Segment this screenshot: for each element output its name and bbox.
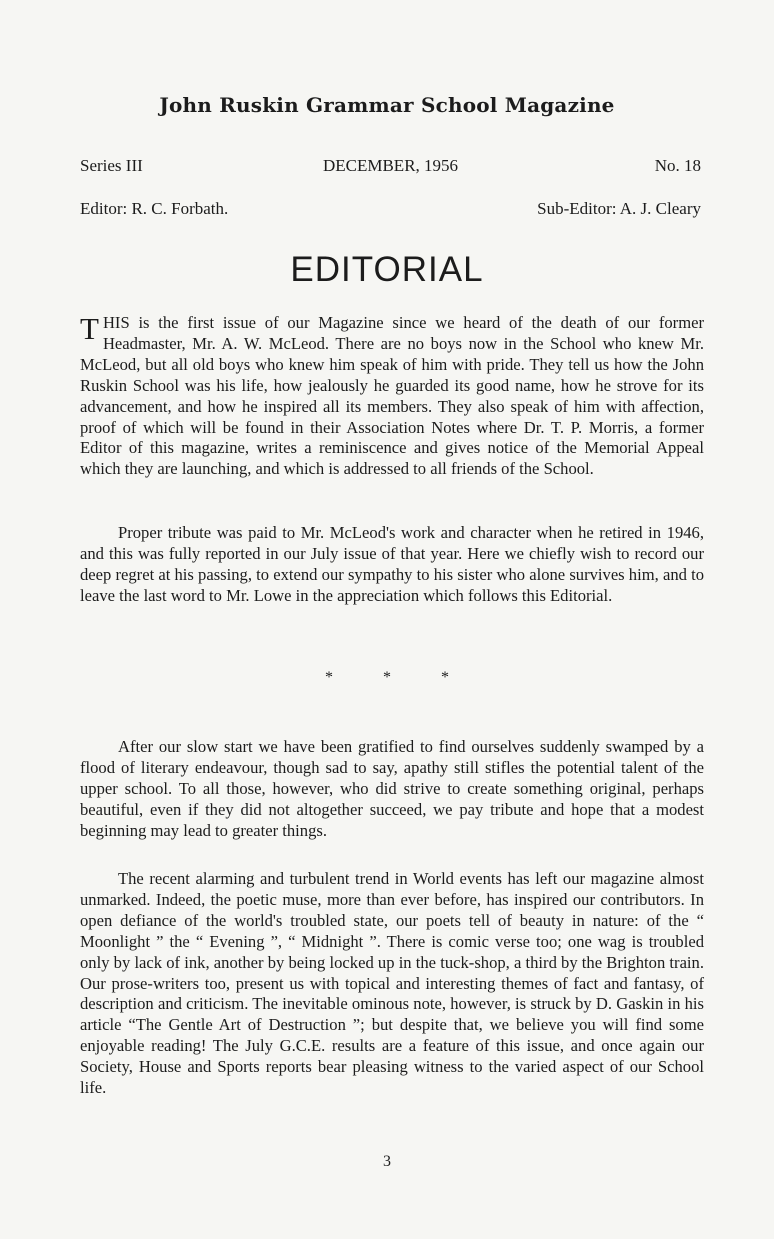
paragraph-text: The recent alarming and turbulent trend in World events has left our magazine almost unmarked. Indeed, the poetic muse, more than ever before, has inspired our contributors. In open defiance of the world's troubled state, our poets tell of beauty in nature: of the “ Moonlight ” the “ Evening ”, “ Midnight ”. There is comic verse too; one wag is troubled only by lack of ink, another by being locked up in the tuck-shop, a third by the Brighton train. Our prose-writers too, present us with topical and interesting themes of fact and fantasy, of description and criticism. The inevitable ominous note, however, is struck by D. Gaskin in his article “The Gentle Art of Destruction ”; but despite that, we believe you will find some enjoyable reading! The July G.C.E. results are a feature of this issue, and once again our Society, House and Sports reports bear pleasing witness to the varied aspect of our School life. xyxy=(80,869,704,1098)
issue-number: No. 18 xyxy=(654,156,701,175)
series-label: Series III xyxy=(80,156,143,175)
editors-row xyxy=(80,199,701,219)
asterisk: * xyxy=(383,669,391,686)
asterisk: * xyxy=(441,669,449,686)
asterisk: * xyxy=(325,669,333,686)
editorial-paragraph-2 xyxy=(80,523,704,607)
editorial-paragraph-3 xyxy=(80,737,704,842)
page-number: 3 xyxy=(383,1153,391,1170)
paragraph-text: Proper tribute was paid to Mr. McLeod's work and character when he retired in 1946, and this was fully reported in our July issue of that year. Here we chiefly wish to record our deep regret at his passing, to extend our sympathy to his sister who alone survives him, and to leave the last word to Mr. Lowe in the appreciation which follows this Editorial. xyxy=(80,523,704,605)
editor-credit: Editor: R. C. Forbath. xyxy=(80,199,229,218)
page-title: EDITORIAL xyxy=(290,250,484,289)
issue-date: DECEMBER, 1956 xyxy=(322,156,459,175)
sub-editor-credit: Sub-Editor: A. J. Cleary xyxy=(537,199,701,218)
issue-info-row xyxy=(80,156,701,176)
drop-cap: T xyxy=(80,311,99,346)
section-separator xyxy=(0,669,774,687)
editorial-paragraph-1 xyxy=(80,313,704,480)
magazine-masthead: John Ruskin Grammar School Magazine xyxy=(159,93,615,117)
editorial-paragraph-4 xyxy=(80,869,704,1099)
paragraph-text: After our slow start we have been gratified to find ourselves suddenly swamped by a flood of literary endeavour, though sad to say, apathy still stifles the potential talent of the upper school. To all those, however, who did strive to create something original, perhaps beautiful, even if they did not altogether succeed, we pay tribute and hope that a modest beginning may lead to greater things. xyxy=(80,737,704,840)
paragraph-text: HIS is the first issue of our Magazine since we heard of the death of our former Headmaster, Mr. A. W. McLeod. There are no boys now in the School who knew Mr. McLeod, but all old boys who knew him speak of him with pride. They tell us how the John Ruskin School was his life, how jealously he guarded its good name, how he strove for its advancement, and how he inspired all its members. They also speak of him with affection, proof of which will be found in their Association Notes where Dr. T. P. Morris, a former Editor of this magazine, writes a reminiscence and gives notice of the Memorial Appeal which they are launching, and which is addressed to all friends of the School. xyxy=(80,313,704,479)
